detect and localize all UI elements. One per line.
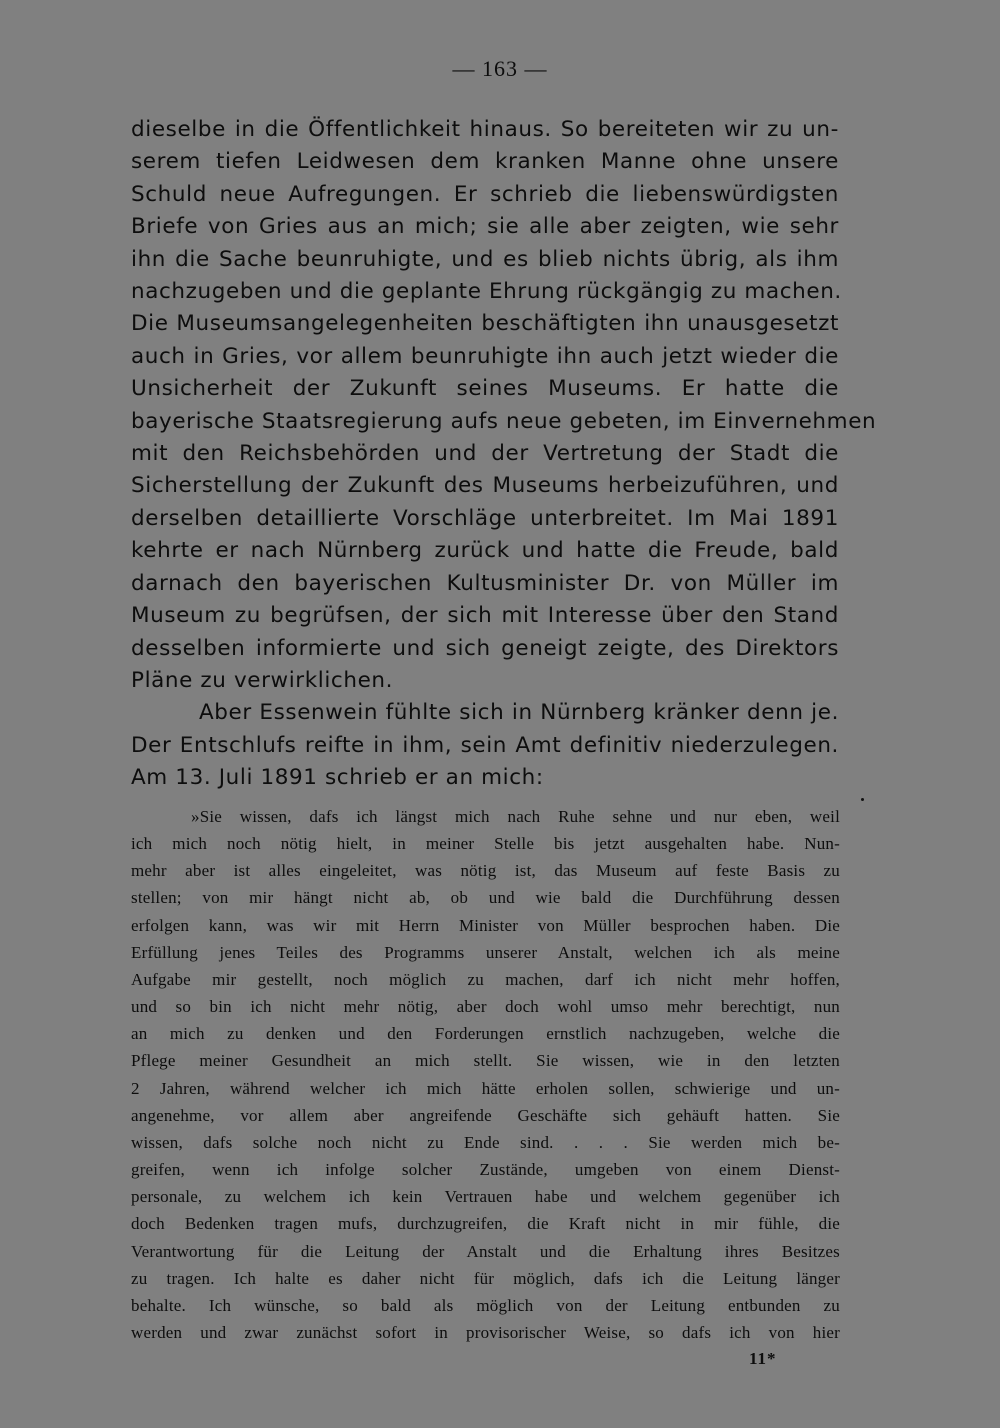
body-text xyxy=(131,114,877,795)
page-number: — 163 — xyxy=(452,56,548,81)
body-line: Am 13. Juli 1891 schrieb er an mich: xyxy=(131,765,544,791)
quote-line: ich mich noch nötig hielt, in meiner Stelle bis jetzt ausgehalten habe. Nun- xyxy=(131,834,840,854)
quote-line: personale, zu welchem ich kein Vertrauen habe und welchem gegenüber ich xyxy=(131,1187,840,1207)
body-line: ihn die Sache beunruhigte, und es blieb nichts übrig, als ihm xyxy=(131,246,839,272)
quote-line: behalte. Ich wünsche, so bald als möglich von der Leitung entbunden zu xyxy=(131,1295,840,1315)
body-line: Unsicherheit der Zukunft seines Museums. Er hatte die xyxy=(131,376,839,402)
quote-line: doch Bedenken tragen mufs, durchzugreifen, die Kraft nicht in mir fühle, die xyxy=(131,1214,840,1234)
body-line: serem tiefen Leidwesen dem kranken Manne ohne unsere xyxy=(131,149,839,175)
body-line: Schuld neue Aufregungen. Er schrieb die liebenswürdigsten xyxy=(131,181,839,207)
quote-line: und so bin ich nicht mehr nötig, aber doch wohl umso mehr berechtigt, nun xyxy=(131,997,840,1017)
quote-line: »Sie wissen, dafs ich längst mich nach Ruhe sehne und nur eben, weil xyxy=(191,807,840,826)
stray-mark xyxy=(861,798,864,801)
body-line: Die Museumsangelegenheiten beschäftigten ihn unausgesetzt xyxy=(131,311,839,337)
quote-line: Pflege meiner Gesundheit an mich stellt. Sie wissen, wie in den letzten xyxy=(131,1051,840,1071)
quote-line: Verantwortung für die Leitung der Anstalt und die Erhaltung ihres Besitzes xyxy=(131,1241,840,1261)
quote-line: wissen, dafs solche noch nicht zu Ende sind. . . . Sie werden mich be- xyxy=(131,1132,840,1152)
quote-line: Aufgabe mir gestellt, noch möglich zu machen, darf ich nicht mehr hoffen, xyxy=(131,969,840,989)
body-line: Briefe von Gries aus an mich; sie alle aber zeigten, wie sehr xyxy=(131,214,839,240)
body-line: kehrte er nach Nürnberg zurück und hatte die Freude, bald xyxy=(131,538,839,564)
body-line: Sicherstellung der Zukunft des Museums herbeizuführen, und xyxy=(131,473,839,499)
quote-line: zu tragen. Ich halte es daher nicht für möglich, dafs ich die Leitung länger xyxy=(131,1268,840,1288)
letter-quote xyxy=(131,803,840,1346)
signature-mark: 11* xyxy=(749,1349,777,1368)
body-line: bayerische Staatsregierung aufs neue gebeten, im Einvernehmen xyxy=(131,408,877,434)
body-line: Der Entschlufs reifte in ihm, sein Amt definitiv niederzulegen. xyxy=(131,732,839,758)
body-line: desselben informierte und sich geneigt zeigte, des Direktors xyxy=(131,635,839,661)
quote-line: greifen, wenn ich infolge solcher Zustände, umgeben von einem Dienst- xyxy=(131,1160,840,1180)
body-line: mit den Reichsbehörden und der Vertretung der Stadt die xyxy=(131,441,839,467)
body-line: Museum zu begrüfsen, der sich mit Interesse über den Stand xyxy=(131,603,839,629)
quote-line: mehr aber ist alles eingeleitet, was nötig ist, das Museum auf feste Basis zu xyxy=(131,861,840,881)
body-line: nachzugeben und die geplante Ehrung rückgängig zu machen. xyxy=(131,279,842,305)
body-line: Aber Essenwein fühlte sich in Nürnberg kränker denn je. xyxy=(199,700,839,726)
body-line: darnach den bayerischen Kultusminister Dr. von Müller im xyxy=(131,570,839,596)
quote-line: an mich zu denken und den Forderungen ernstlich nachzugeben, welche die xyxy=(131,1024,840,1044)
body-line: dieselbe in die Öffentlichkeit hinaus. So bereiteten wir zu un- xyxy=(131,117,839,142)
body-line: Pläne zu verwirklichen. xyxy=(131,667,394,693)
quote-line: 2 Jahren, während welcher ich mich hätte erholen sollen, schwierige und un- xyxy=(131,1078,840,1098)
quote-line: stellen; von mir hängt nicht ab, ob und wie bald die Durchführung dessen xyxy=(131,888,840,908)
body-line: derselben detaillierte Vorschläge unterbreitet. Im Mai 1891 xyxy=(131,505,839,531)
quote-line: Erfüllung jenes Teiles des Programms unserer Anstalt, welchen ich als meine xyxy=(131,942,840,962)
body-line: auch in Gries, vor allem beunruhigte ihn auch jetzt wieder die xyxy=(131,343,839,369)
quote-line: angenehme, vor allem aber angreifende Geschäfte sich gehäuft hatten. Sie xyxy=(131,1105,840,1125)
quote-line: werden und zwar zunächst sofort in provisorischer Weise, so dafs ich von hier xyxy=(131,1322,840,1342)
quote-line: erfolgen kann, was wir mit Herrn Minister von Müller besprochen haben. Die xyxy=(131,915,840,935)
